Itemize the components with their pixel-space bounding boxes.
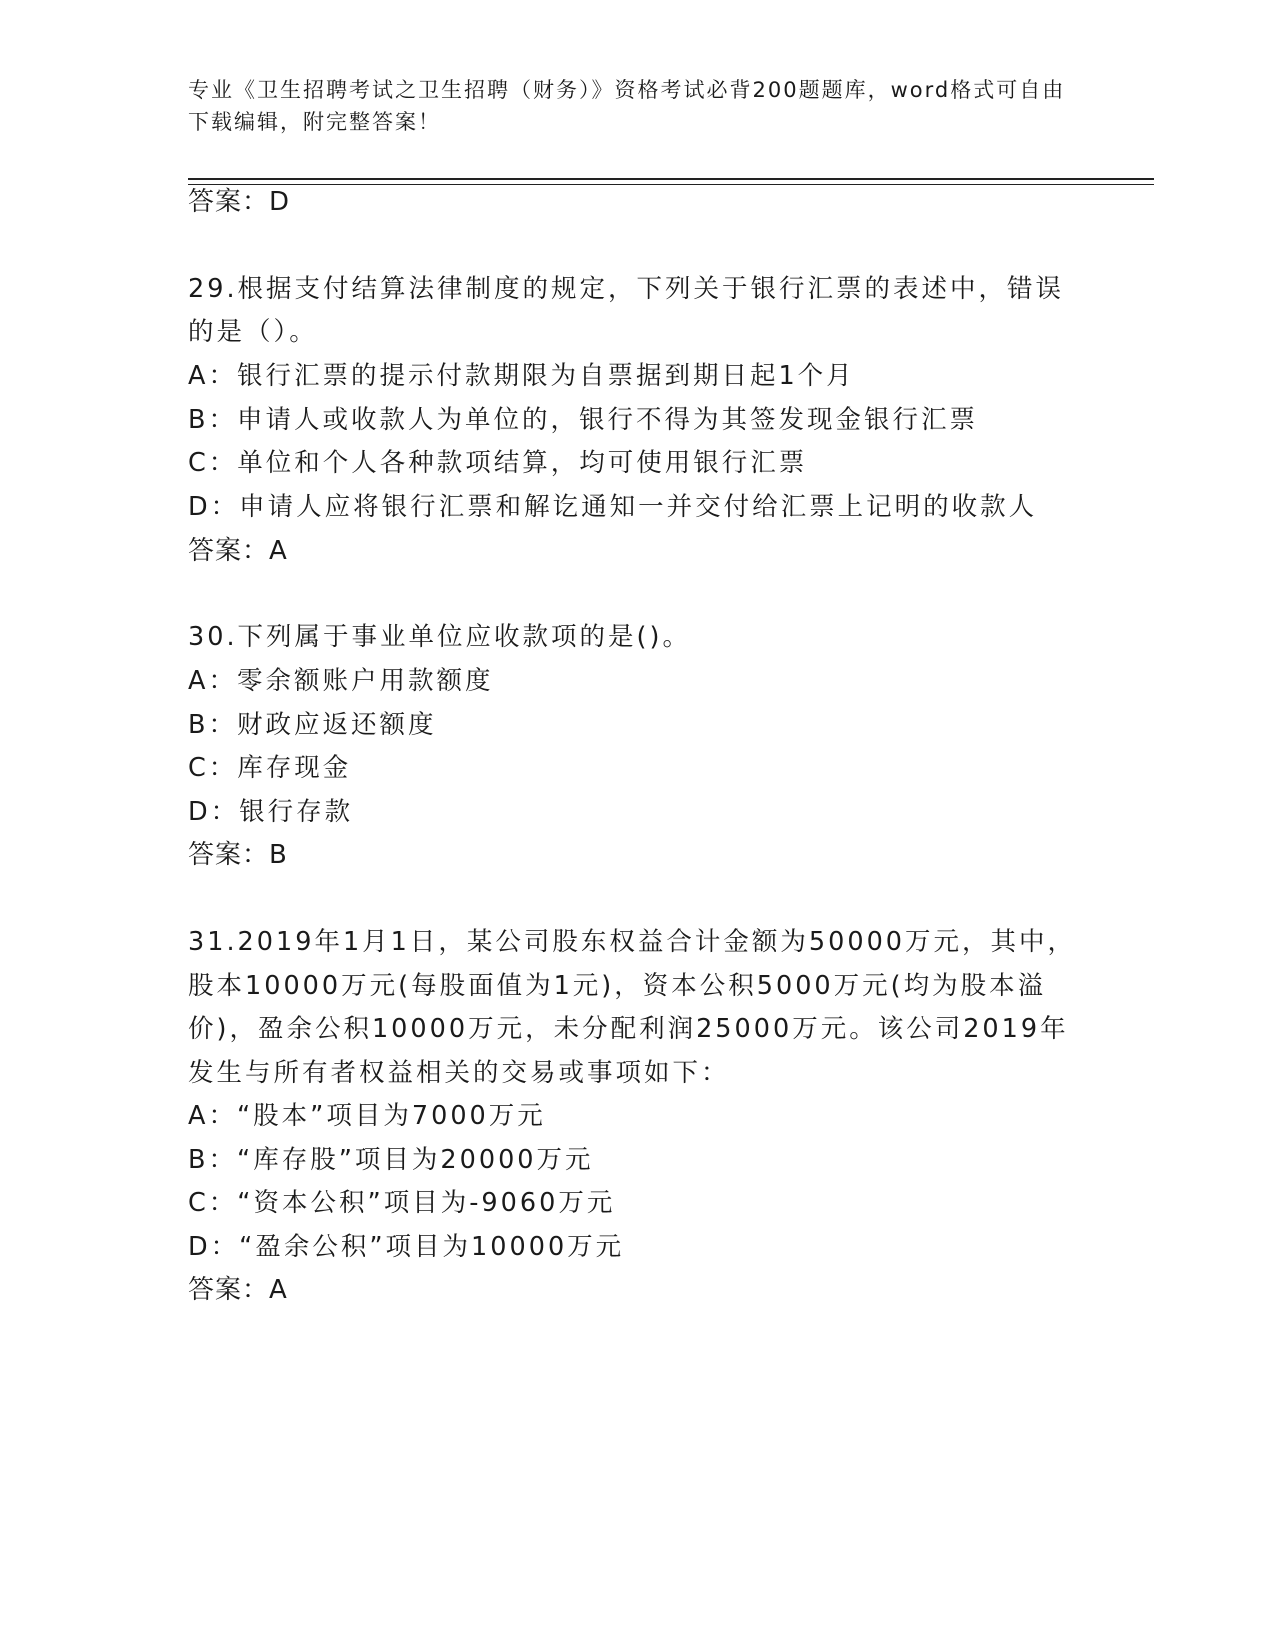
question-29-stem-line-2: 的是（）。 — [188, 317, 318, 347]
document-header-title: 专业《卫生招聘考试之卫生招聘（财务）》资格考试必背200题题库，word格式可自由下载编辑，附完整答案！ — [188, 78, 1066, 134]
question-29-stem-line-1: 29.根据支付结算法律制度的规定，下列关于银行汇票的表述中，错误 — [188, 274, 1065, 304]
question-29-answer: 答案：A — [188, 536, 288, 566]
question-30-option-d: D：银行存款 — [188, 797, 354, 827]
question-31-option-a: A：“股本”项目为7000万元 — [188, 1101, 546, 1131]
question-29-option-c: C：单位和个人各种款项结算，均可使用银行汇票 — [188, 448, 808, 478]
question-31-stem-line-4: 发生与所有者权益相关的交易或事项如下： — [188, 1058, 730, 1088]
question-29-option-a: A：银行汇票的提示付款期限为自票据到期日起1个月 — [188, 361, 855, 391]
question-31-stem-line-3: 价)，盈余公积10000万元，未分配利润25000万元。该公司2019年 — [188, 1014, 1069, 1044]
question-30-stem-line-1: 30.下列属于事业单位应收款项的是()。 — [188, 622, 691, 652]
question-31-option-d: D：“盈余公积”项目为10000万元 — [188, 1232, 625, 1262]
question-30-option-b: B：财政应返还额度 — [188, 710, 437, 740]
previous-answer: 答案：D — [188, 187, 291, 217]
header-divider — [188, 178, 1154, 185]
question-31-stem-line-2: 股本10000万元(每股面值为1元)，资本公积5000万元(均为股本溢 — [188, 971, 1047, 1001]
question-31-option-b: B：“库存股”项目为20000万元 — [188, 1145, 594, 1175]
question-31-stem-line-1: 31.2019年1月1日，某公司股东权益合计金额为50000万元，其中， — [188, 927, 1077, 957]
question-31-answer: 答案：A — [188, 1275, 288, 1305]
question-29-option-d: D：申请人应将银行汇票和解讫通知一并交付给汇票上记明的收款人 — [188, 492, 1038, 522]
question-31-option-c: C：“资本公积”项目为-9060万元 — [188, 1188, 616, 1218]
question-30-answer: 答案：B — [188, 840, 288, 870]
question-30-option-c: C：库存现金 — [188, 753, 352, 783]
question-29-option-b: B：申请人或收款人为单位的，银行不得为其签发现金银行汇票 — [188, 405, 978, 435]
question-30-option-a: A：零余额账户用款额度 — [188, 666, 494, 696]
